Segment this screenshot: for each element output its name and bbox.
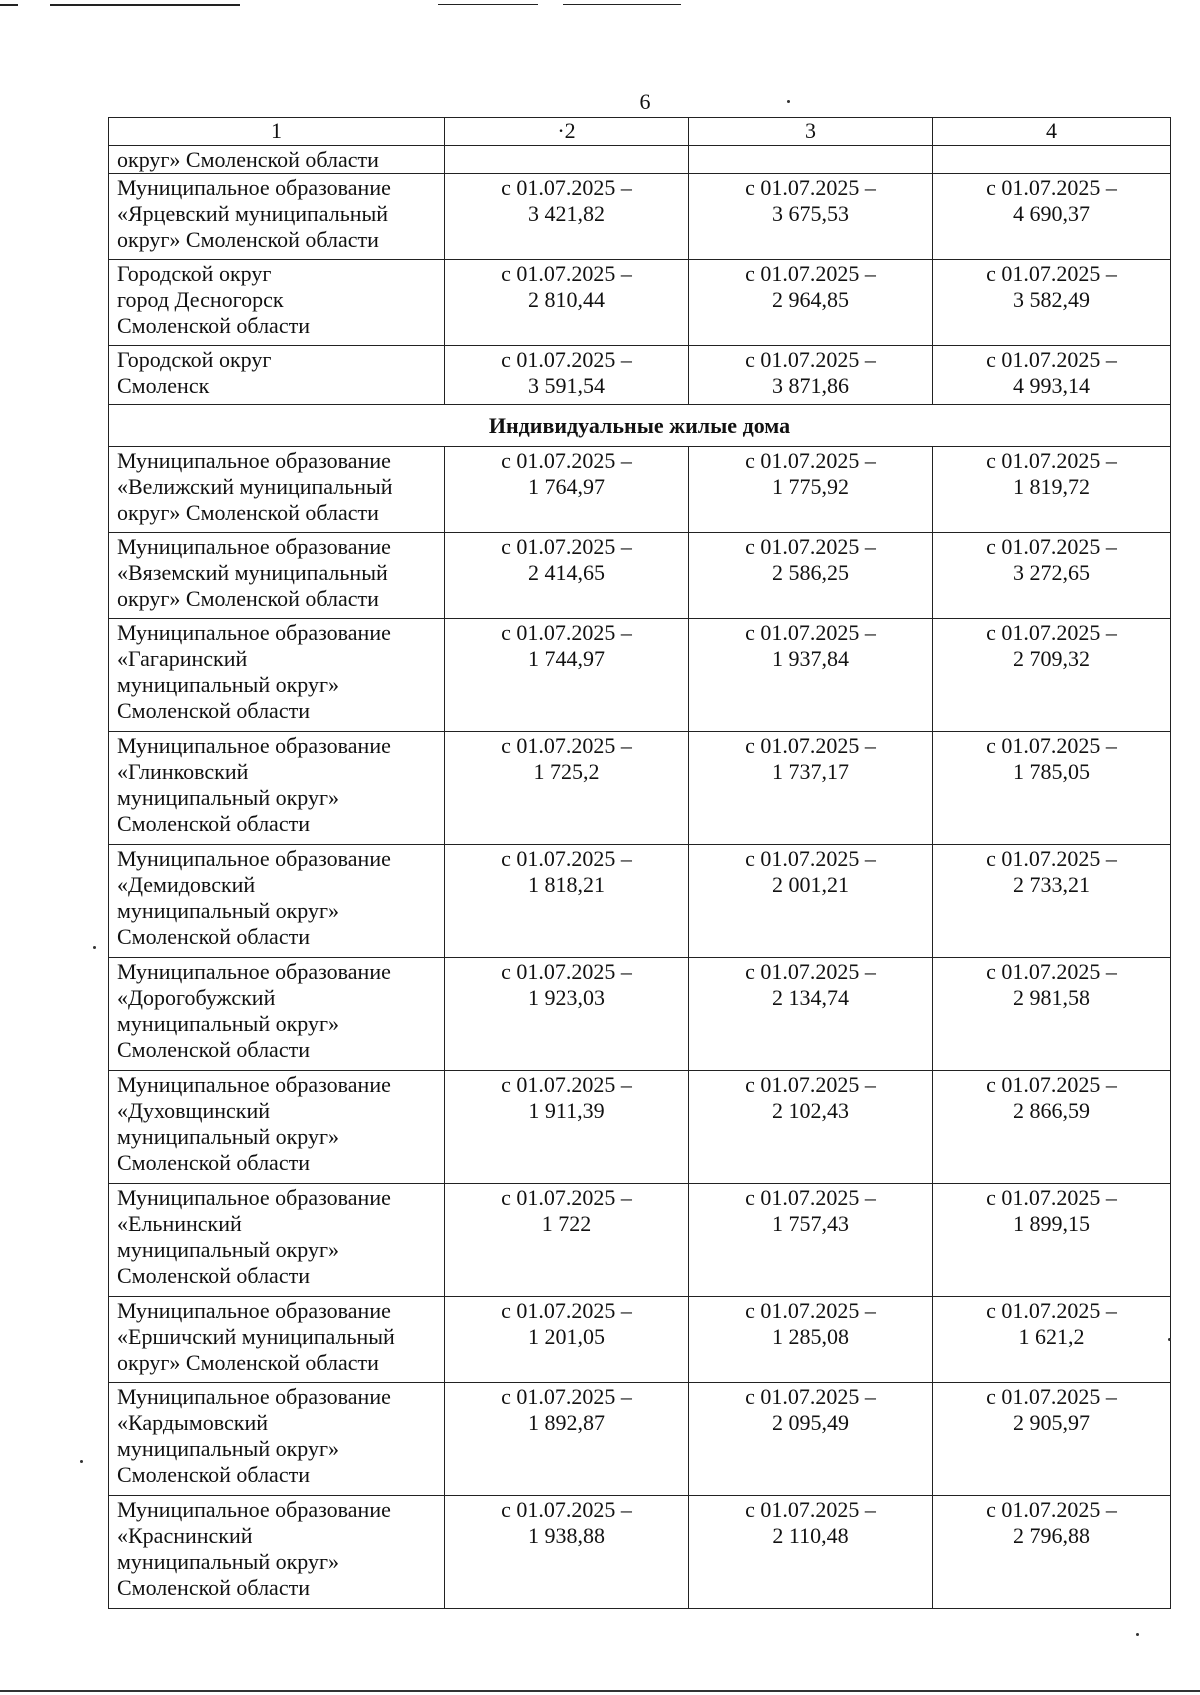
tariff-value-line: с 01.07.2025 –	[745, 620, 876, 645]
tariff-value-line: с 01.07.2025 –	[501, 959, 632, 984]
scan-edge-line	[438, 4, 538, 5]
municipality-cell	[109, 447, 445, 533]
tariff-value-line: с 01.07.2025 –	[986, 1497, 1117, 1522]
tariff-cell	[445, 146, 689, 174]
tariff-value-line: 2 586,25	[772, 560, 849, 585]
municipality-cell	[109, 260, 445, 346]
tariff-value-line: с 01.07.2025 –	[986, 1384, 1117, 1409]
tariff-value-line: 1 911,39	[528, 1098, 605, 1123]
tariff-value-line: с 01.07.2025 –	[745, 261, 876, 286]
tariff-value-line: 2 110,48	[772, 1523, 849, 1548]
tariff-cell	[445, 732, 689, 845]
tariff-value-line: с 01.07.2025 –	[986, 534, 1117, 559]
tariff-cell	[933, 1383, 1171, 1496]
tariff-cell	[933, 958, 1171, 1071]
table-row	[109, 174, 1171, 260]
municipality-cell	[109, 1184, 445, 1297]
municipality-name-line: «Ельнинский	[117, 1211, 242, 1236]
tariff-value-line: 2 981,58	[1013, 985, 1090, 1010]
tariff-value-line: с 01.07.2025 –	[501, 1298, 632, 1323]
tariff-cell	[445, 1496, 689, 1609]
municipality-name-line: Смоленской области	[117, 313, 310, 338]
tariff-cell	[445, 533, 689, 619]
tariff-value-line: с 01.07.2025 –	[745, 448, 876, 473]
tariff-value-line: 1 621,2	[1018, 1324, 1085, 1349]
table-row	[109, 447, 1171, 533]
column-header: 4	[933, 118, 1171, 146]
tariff-cell	[445, 346, 689, 405]
municipality-name-line: Муниципальное образование	[117, 1072, 391, 1097]
tariff-cell	[445, 619, 689, 732]
municipality-cell	[109, 1071, 445, 1184]
municipality-name-line: Смоленской области	[117, 1150, 310, 1175]
tariff-cell	[445, 845, 689, 958]
tariff-value-line: с 01.07.2025 –	[501, 733, 632, 758]
tariff-value-line: 1 744,97	[528, 646, 605, 671]
column-header: 3	[689, 118, 933, 146]
municipality-cell	[109, 732, 445, 845]
tariff-value-line: с 01.07.2025 –	[986, 1185, 1117, 1210]
tariff-value-line: с 01.07.2025 –	[745, 959, 876, 984]
tariff-value-line: с 01.07.2025 –	[501, 175, 632, 200]
tariff-cell	[933, 1071, 1171, 1184]
tariff-value-line: с 01.07.2025 –	[745, 175, 876, 200]
tariff-cell	[933, 260, 1171, 346]
tariff-value-line: 4 993,14	[1013, 373, 1090, 398]
tariff-value-line: с 01.07.2025 –	[986, 1072, 1117, 1097]
municipality-name-line: «Духовщинский	[117, 1098, 271, 1123]
scan-edge-line	[0, 4, 18, 6]
tariff-value-line: 4 690,37	[1013, 201, 1090, 226]
table-row	[109, 958, 1171, 1071]
municipality-cell	[109, 174, 445, 260]
tariff-cell	[689, 619, 933, 732]
municipality-cell	[109, 1297, 445, 1383]
municipality-name-line: муниципальный округ»	[117, 1011, 340, 1036]
municipality-cell	[109, 619, 445, 732]
municipality-name-line: Смоленской области	[117, 1462, 310, 1487]
municipality-name-line: Городской округ	[117, 261, 272, 286]
tariff-value-line: 3 582,49	[1013, 287, 1090, 312]
tariff-cell	[445, 1184, 689, 1297]
municipality-name-line: «Ярцевский муниципальный	[117, 201, 389, 226]
tariff-value-line: с 01.07.2025 –	[501, 846, 632, 871]
tariff-cell	[689, 346, 933, 405]
tariff-value-line: 1 201,05	[528, 1324, 605, 1349]
tariff-value-line: 1 737,17	[772, 759, 849, 784]
scan-edge-line	[563, 4, 681, 5]
tariff-value-line: с 01.07.2025 –	[501, 534, 632, 559]
tariff-cell	[689, 533, 933, 619]
table-row	[109, 1071, 1171, 1184]
tariff-cell	[445, 958, 689, 1071]
tariff-value-line: с 01.07.2025 –	[501, 620, 632, 645]
municipality-name-line: «Ершичский муниципальный	[117, 1324, 395, 1349]
municipality-name-line: «Глинковский	[117, 759, 249, 784]
municipality-name-line: «Вяземский муниципальный	[117, 560, 388, 585]
municipality-name-line: Муниципальное образование	[117, 846, 391, 871]
column-header: 1	[109, 118, 445, 146]
tariff-value-line: 1 899,15	[1013, 1211, 1090, 1236]
section-title: Индивидуальные жилые дома	[109, 405, 1171, 447]
municipality-name-line: Муниципальное образование	[117, 175, 391, 200]
municipality-name-line: муниципальный округ»	[117, 1237, 340, 1262]
tariff-value-line: 2 866,59	[1013, 1098, 1090, 1123]
tariff-value-line: с 01.07.2025 –	[501, 1384, 632, 1409]
municipality-name-line: округ» Смоленской области	[117, 586, 379, 611]
tariff-cell	[445, 447, 689, 533]
tariff-value-line: с 01.07.2025 –	[986, 620, 1117, 645]
section-heading-row	[109, 405, 1171, 447]
tariff-value-line: 1 285,08	[772, 1324, 849, 1349]
tariff-value-line: с 01.07.2025 –	[745, 1298, 876, 1323]
tariff-value-line: с 01.07.2025 –	[986, 733, 1117, 758]
tariff-cell	[689, 1297, 933, 1383]
municipality-name-line: Муниципальное образование	[117, 1298, 391, 1323]
tariff-cell	[689, 174, 933, 260]
tariff-value-line: 1 725,2	[533, 759, 600, 784]
tariff-cell	[689, 1383, 933, 1496]
tariff-cell	[445, 260, 689, 346]
tariff-value-line: с 01.07.2025 –	[745, 347, 876, 372]
tariff-cell	[445, 1071, 689, 1184]
tariff-cell	[689, 845, 933, 958]
municipality-name-line: Муниципальное образование	[117, 1185, 391, 1210]
table-body	[109, 118, 1171, 1609]
tariff-cell	[933, 1496, 1171, 1609]
tariff-value-line: с 01.07.2025 –	[501, 1072, 632, 1097]
municipality-name-line: муниципальный округ»	[117, 785, 340, 810]
tariff-value-line: 1 722	[541, 1211, 592, 1236]
municipality-name-line: «Краснинский	[117, 1523, 253, 1548]
tariff-value-line: 2 414,65	[528, 560, 605, 585]
column-header: ·2	[445, 118, 689, 146]
municipality-name-line: «Велижский муниципальный	[117, 474, 393, 499]
scan-speck	[1168, 1338, 1171, 1341]
municipality-name-line: Муниципальное образование	[117, 733, 391, 758]
table-row	[109, 260, 1171, 346]
table-row	[109, 845, 1171, 958]
municipality-cell	[109, 1496, 445, 1609]
municipality-cell	[109, 958, 445, 1071]
table-header-row	[109, 118, 1171, 146]
municipality-cell	[109, 146, 445, 174]
table-row	[109, 146, 1171, 174]
tariff-cell	[933, 533, 1171, 619]
tariff-value-line: 3 871,86	[772, 373, 849, 398]
tariff-cell	[933, 447, 1171, 533]
tariff-value-line: 1 764,97	[528, 474, 605, 499]
tariff-cell	[933, 146, 1171, 174]
municipality-name-line: Муниципальное образование	[117, 1384, 391, 1409]
municipality-name-line: округ» Смоленской области	[117, 227, 379, 252]
tariff-value-line: 1 775,92	[772, 474, 849, 499]
tariff-value-line: 1 923,03	[528, 985, 605, 1010]
scan-speck	[93, 946, 96, 949]
municipality-name-line: Муниципальное образование	[117, 620, 391, 645]
tariff-value-line: 1 819,72	[1013, 474, 1090, 499]
tariff-value-line: с 01.07.2025 –	[745, 1384, 876, 1409]
municipality-name-line: Муниципальное образование	[117, 1497, 391, 1522]
municipality-name-line: муниципальный округ»	[117, 672, 340, 697]
tariff-cell	[689, 1496, 933, 1609]
tariff-value-line: с 01.07.2025 –	[745, 733, 876, 758]
table-row	[109, 346, 1171, 405]
tariff-value-line: с 01.07.2025 –	[501, 261, 632, 286]
tariff-value-line: 2 964,85	[772, 287, 849, 312]
tariff-value-line: с 01.07.2025 –	[745, 1185, 876, 1210]
tariff-value-line: с 01.07.2025 –	[501, 1185, 632, 1210]
tariff-value-line: 3 591,54	[528, 373, 605, 398]
tariff-value-line: 2 810,44	[528, 287, 605, 312]
tariff-value-line: 3 675,53	[772, 201, 849, 226]
tariff-cell	[933, 1184, 1171, 1297]
tariff-value-line: 1 785,05	[1013, 759, 1090, 784]
tariff-value-line: 2 796,88	[1013, 1523, 1090, 1548]
municipality-name-line: округ» Смоленской области	[117, 1350, 379, 1375]
municipality-name-line: округ» Смоленской области	[117, 147, 379, 172]
table-row	[109, 732, 1171, 845]
tariff-cell	[689, 958, 933, 1071]
scan-edge-line	[50, 4, 240, 6]
scan-speck	[1136, 1633, 1139, 1636]
tariff-cell	[689, 146, 933, 174]
municipality-cell	[109, 845, 445, 958]
municipality-cell	[109, 533, 445, 619]
municipality-name-line: Городской округ	[117, 347, 272, 372]
page-number: 6	[639, 89, 651, 114]
municipality-name-line: округ» Смоленской области	[117, 500, 379, 525]
tariff-value-line: с 01.07.2025 –	[986, 1298, 1117, 1323]
tariff-value-line: 2 733,21	[1013, 872, 1090, 897]
tariff-value-line: с 01.07.2025 –	[986, 261, 1117, 286]
tariff-value-line: с 01.07.2025 –	[986, 846, 1117, 871]
table-row	[109, 619, 1171, 732]
municipality-name-line: Смоленской области	[117, 1037, 310, 1062]
tariff-value-line: с 01.07.2025 –	[745, 1497, 876, 1522]
tariff-cell	[933, 845, 1171, 958]
tariff-value-line: 2 001,21	[772, 872, 849, 897]
municipality-name-line: «Дорогобужский	[117, 985, 276, 1010]
tariff-value-line: с 01.07.2025 –	[501, 448, 632, 473]
tariff-value-line: с 01.07.2025 –	[745, 846, 876, 871]
municipality-name-line: город Десногорск	[117, 287, 284, 312]
tariff-value-line: с 01.07.2025 –	[745, 1072, 876, 1097]
tariff-cell	[933, 1297, 1171, 1383]
tariff-cell	[689, 447, 933, 533]
municipality-cell	[109, 346, 445, 405]
tariff-cell	[689, 260, 933, 346]
municipality-name-line: «Кардымовский	[117, 1410, 269, 1435]
tariff-value-line: с 01.07.2025 –	[986, 959, 1117, 984]
municipality-name-line: Смоленской области	[117, 698, 310, 723]
tariff-value-line: 1 818,21	[528, 872, 605, 897]
tariff-value-line: 2 905,97	[1013, 1410, 1090, 1435]
tariff-cell	[445, 1297, 689, 1383]
tariff-cell	[689, 1184, 933, 1297]
municipality-name-line: муниципальный округ»	[117, 898, 340, 923]
tariff-value-line: с 01.07.2025 –	[986, 175, 1117, 200]
tariff-cell	[689, 732, 933, 845]
tariff-cell	[689, 1071, 933, 1184]
tariff-value-line: 3 272,65	[1013, 560, 1090, 585]
tariff-value-line: 1 938,88	[528, 1523, 605, 1548]
tariff-value-line: 2 095,49	[772, 1410, 849, 1435]
tariff-cell	[445, 174, 689, 260]
tariff-value-line: 1 757,43	[772, 1211, 849, 1236]
tariff-value-line: с 01.07.2025 –	[501, 347, 632, 372]
tariff-cell	[933, 174, 1171, 260]
tariff-value-line: 1 937,84	[772, 646, 849, 671]
tariff-value-line: с 01.07.2025 –	[986, 347, 1117, 372]
municipality-name-line: Муниципальное образование	[117, 534, 391, 559]
scan-bottom-edge	[0, 1690, 1200, 1692]
municipality-name-line: муниципальный округ»	[117, 1549, 340, 1574]
tariff-value-line: 2 134,74	[772, 985, 849, 1010]
municipality-name-line: муниципальный округ»	[117, 1124, 340, 1149]
municipality-name-line: «Демидовский	[117, 872, 256, 897]
tariff-value-line: 1 892,87	[528, 1410, 605, 1435]
table-row	[109, 1496, 1171, 1609]
municipality-name-line: Смоленской области	[117, 1263, 310, 1288]
municipality-name-line: Смоленской области	[117, 1575, 310, 1600]
municipality-cell	[109, 1383, 445, 1496]
municipality-name-line: муниципальный округ»	[117, 1436, 340, 1461]
municipality-name-line: «Гагаринский	[117, 646, 248, 671]
scan-speck	[787, 100, 790, 103]
tariff-value-line: 3 421,82	[528, 201, 605, 226]
tariff-cell	[933, 346, 1171, 405]
tariff-value-line: с 01.07.2025 –	[501, 1497, 632, 1522]
tariff-cell	[933, 732, 1171, 845]
tariff-value-line: с 01.07.2025 –	[986, 448, 1117, 473]
municipality-name-line: Смоленск	[117, 373, 210, 398]
tariff-value-line: 2 102,43	[772, 1098, 849, 1123]
scan-speck	[80, 1460, 83, 1463]
tariff-cell	[933, 619, 1171, 732]
table-row	[109, 533, 1171, 619]
tariff-table	[108, 117, 1171, 1609]
municipality-name-line: Муниципальное образование	[117, 959, 391, 984]
municipality-name-line: Муниципальное образование	[117, 448, 391, 473]
tariff-value-line: с 01.07.2025 –	[745, 534, 876, 559]
table-row	[109, 1383, 1171, 1496]
table-row	[109, 1297, 1171, 1383]
municipality-name-line: Смоленской области	[117, 811, 310, 836]
municipality-name-line: Смоленской области	[117, 924, 310, 949]
tariff-value-line: 2 709,32	[1013, 646, 1090, 671]
table-row	[109, 1184, 1171, 1297]
tariff-cell	[445, 1383, 689, 1496]
